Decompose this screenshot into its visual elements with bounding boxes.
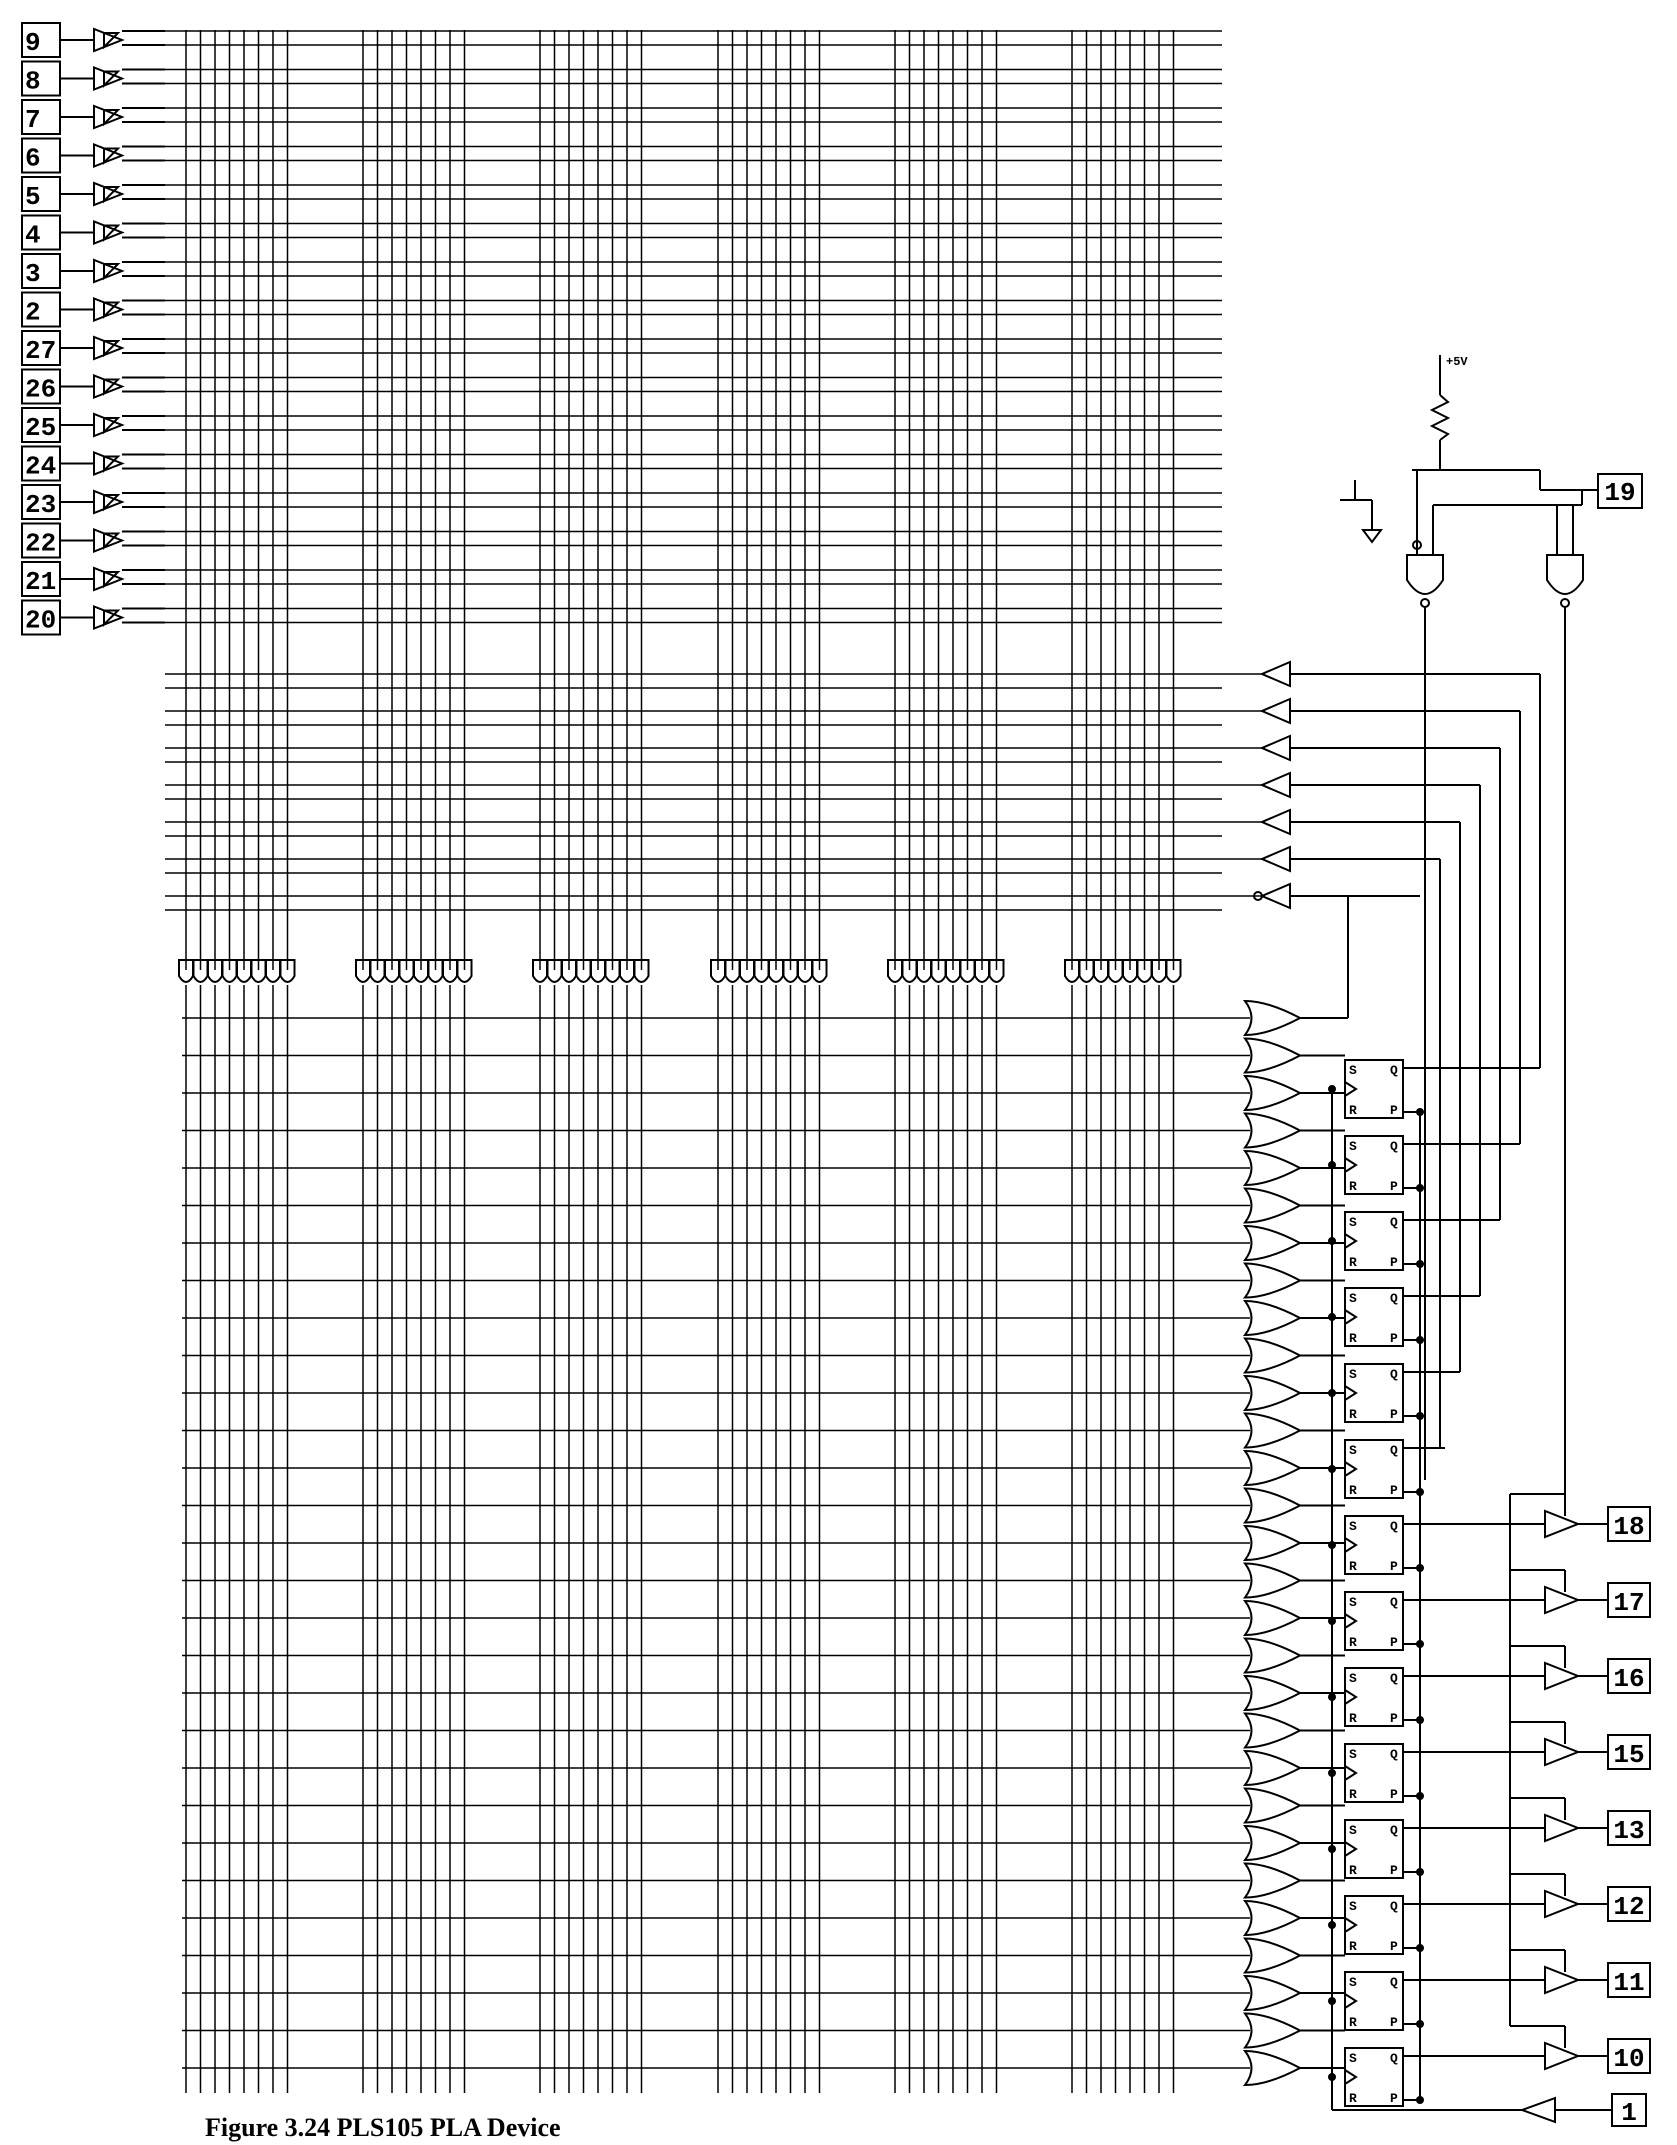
input-pin-label: 25 [25, 413, 57, 443]
flipflop-set-label: S [1349, 1215, 1357, 1230]
flipflop-q-label: Q [1390, 1899, 1398, 1914]
flipflop-set-label: S [1349, 1595, 1357, 1610]
or-gate [1245, 1489, 1300, 1523]
flipflop-reset-label: R [1349, 1635, 1357, 1650]
or-gate [1245, 1564, 1300, 1598]
flipflop-reset-label: R [1349, 1407, 1357, 1422]
product-term-gates [178, 960, 1182, 982]
pullup-resistor [1432, 395, 1448, 440]
flipflop-clock-mark [1345, 1234, 1356, 1248]
flipflop-set-label: S [1349, 1747, 1357, 1762]
or-gate [1245, 1976, 1300, 2010]
flipflop-preset-label: P [1390, 1483, 1398, 1498]
output-buffer [1545, 1663, 1578, 1689]
flipflop-q-label: Q [1390, 1139, 1398, 1154]
flipflop-set-label: S [1349, 1671, 1357, 1686]
flipflop-q-label: Q [1390, 2051, 1398, 2066]
clock-input [1332, 2093, 1646, 2128]
flipflop-q-label: Q [1390, 1291, 1398, 1306]
or-gate [1245, 1001, 1300, 1035]
flipflop-preset-label: P [1390, 1635, 1398, 1650]
flipflop-preset-label: P [1390, 1863, 1398, 1878]
flipflop-clock-mark [1345, 1538, 1356, 1552]
input-pin-label: 5 [25, 182, 41, 212]
input-pin-label: 3 [25, 259, 41, 289]
flipflop-q-label: Q [1390, 1975, 1398, 1990]
flipflop-clock-mark [1345, 1766, 1356, 1780]
or-gate [1245, 1414, 1300, 1448]
flipflop-set-label: S [1349, 1063, 1357, 1078]
flipflop-column [1329, 674, 1540, 2106]
flipflop-preset-label: P [1390, 2015, 1398, 2030]
flipflop-clock-mark [1345, 1690, 1356, 1704]
flipflop-reset-label: R [1349, 1331, 1357, 1346]
flipflop-reset-label: R [1349, 1103, 1357, 1118]
flipflop-reset-label: R [1349, 1863, 1357, 1878]
feedback-buffer [1262, 847, 1290, 871]
flipflop-set-label: S [1349, 1443, 1357, 1458]
flipflop-reset-label: R [1349, 1255, 1357, 1270]
flipflop-q-label: Q [1390, 1671, 1398, 1686]
output-buffer [1545, 2043, 1578, 2069]
output-pin-label: 13 [1613, 1816, 1645, 1846]
flipflop-preset-label: P [1390, 1407, 1398, 1422]
flipflop-set-label: S [1349, 2051, 1357, 2066]
flipflop-reset-label: R [1349, 1787, 1357, 1802]
enable-nand-gate [1407, 555, 1443, 594]
flipflop-reset-label: R [1349, 1559, 1357, 1574]
flipflop-clock-mark [1345, 1158, 1356, 1172]
or-gate [1245, 2051, 1300, 2085]
input-pin-label: 2 [25, 297, 41, 328]
or-gate [1245, 1264, 1300, 1298]
flipflop-set-label: S [1349, 1823, 1357, 1838]
feedback-buffer [1262, 662, 1290, 686]
output-pin-label: 12 [1613, 1892, 1645, 1922]
input-pin-label: 26 [25, 374, 57, 405]
output-pin-label: 10 [1613, 2044, 1645, 2074]
flipflop-preset-label: P [1390, 1559, 1398, 1574]
flipflop-clock-mark [1345, 1994, 1356, 2008]
input-pin-label: 20 [25, 605, 57, 636]
or-gate [1245, 1226, 1300, 1260]
input-pin-label: 21 [25, 567, 57, 597]
figure-caption: Figure 3.24 PLS105 PLA Device [205, 2113, 561, 2142]
flipflop-q-label: Q [1390, 1215, 1398, 1230]
input-pin-label: 8 [25, 66, 41, 97]
or-gate [1245, 1939, 1300, 1973]
or-gate [1245, 1751, 1300, 1785]
clock-pin-label: 1 [1621, 2098, 1637, 2128]
enable-circuit [1340, 355, 1642, 1494]
flipflop-preset-label: P [1390, 1331, 1398, 1346]
flipflop-reset-label: R [1349, 1179, 1357, 1194]
or-gate [1245, 1901, 1300, 1935]
output-buffer [1545, 1511, 1578, 1537]
input-pin-label: 22 [25, 528, 57, 559]
flipflop-set-label: S [1349, 1367, 1357, 1382]
flipflop-preset-label: P [1390, 1103, 1398, 1118]
output-buffer [1545, 1587, 1578, 1613]
programmable-array-grid [140, 30, 1265, 2093]
flipflop-preset-label: P [1390, 1939, 1398, 1954]
or-gate [1245, 1864, 1300, 1898]
output-buffer [1545, 1891, 1578, 1917]
input-pin-label: 9 [25, 28, 41, 58]
flipflop-clock-mark [1345, 1842, 1356, 1856]
flipflop-reset-label: R [1349, 1711, 1357, 1726]
or-gate [1245, 1339, 1300, 1373]
input-pin-label: 4 [25, 220, 41, 251]
output-pin-label: 18 [1613, 1512, 1645, 1542]
flipflop-clock-mark [1345, 1310, 1356, 1324]
flipflop-q-label: Q [1390, 1595, 1398, 1610]
flipflop-clock-mark [1345, 1918, 1356, 1932]
flipflop-reset-label: R [1349, 1483, 1357, 1498]
or-gate [1245, 1376, 1300, 1410]
inverter-bubble [1421, 599, 1429, 607]
flipflop-set-label: S [1349, 1899, 1357, 1914]
or-gate [1245, 1151, 1300, 1185]
flipflop-preset-label: P [1390, 2091, 1398, 2106]
flipflop-clock-mark [1345, 1462, 1356, 1476]
flipflop-reset-label: R [1349, 2091, 1357, 2106]
flipflop-preset-label: P [1390, 1179, 1398, 1194]
flipflop-preset-label: P [1390, 1787, 1398, 1802]
feedback-buffer [1262, 736, 1290, 760]
output-pin-label: 17 [1613, 1588, 1645, 1618]
input-pin-label: 23 [25, 490, 57, 520]
enable-pin-label: 19 [1604, 478, 1636, 508]
or-gate [1245, 1676, 1300, 1710]
flipflop-reset-label: R [1349, 2015, 1357, 2030]
or-gate [1245, 1189, 1300, 1223]
flipflop-clock-mark [1345, 1386, 1356, 1400]
feedback-buffers [1254, 662, 1540, 908]
or-gate [1245, 1826, 1300, 1860]
flipflop-clock-mark [1345, 2070, 1356, 2084]
inverter-bubble [1561, 599, 1569, 607]
flipflop-q-label: Q [1390, 1519, 1398, 1534]
output-buffer [1545, 1739, 1578, 1765]
enable-nand-gate [1547, 555, 1583, 594]
or-gate [1245, 1601, 1300, 1635]
flipflop-set-label: S [1349, 1519, 1357, 1534]
flipflop-clock-mark [1345, 1082, 1356, 1096]
output-buffers [1403, 1494, 1650, 2074]
supply-label: +5V [1446, 355, 1468, 369]
or-gate [1245, 1114, 1300, 1148]
or-gate [1245, 1076, 1300, 1110]
flipflop-q-label: Q [1390, 1443, 1398, 1458]
input-pin-label: 24 [25, 451, 57, 482]
flipflop-q-label: Q [1390, 1367, 1398, 1382]
flipflop-clock-mark [1345, 1614, 1356, 1628]
or-gate [1245, 1451, 1300, 1485]
flipflop-q-label: Q [1390, 1823, 1398, 1838]
output-buffer [1545, 1815, 1578, 1841]
output-pin-label: 16 [1613, 1664, 1645, 1694]
output-buffer [1545, 1967, 1578, 1993]
input-pin-label: 6 [25, 143, 41, 174]
output-pin-label: 11 [1613, 1968, 1645, 1998]
flipflop-set-label: S [1349, 1975, 1357, 1990]
ground-symbol [1363, 530, 1381, 542]
feedback-buffer [1262, 884, 1290, 908]
or-gate [1245, 1714, 1300, 1748]
flipflop-set-label: S [1349, 1139, 1357, 1154]
input-pin-label: 27 [25, 336, 57, 366]
flipflop-reset-label: R [1349, 1939, 1357, 1954]
flipflop-q-label: Q [1390, 1747, 1398, 1762]
input-pin-label: 7 [25, 105, 41, 135]
flipflop-q-label: Q [1390, 1063, 1398, 1078]
feedback-buffer [1262, 810, 1290, 834]
or-gate [1245, 1639, 1300, 1673]
flipflop-preset-label: P [1390, 1711, 1398, 1726]
or-gate [1245, 2014, 1300, 2048]
output-pin-label: 15 [1613, 1740, 1645, 1770]
clock-buffer [1522, 2098, 1555, 2122]
flipflop-set-label: S [1349, 1291, 1357, 1306]
or-gate [1245, 1526, 1300, 1560]
feedback-buffer [1262, 699, 1290, 723]
or-gate [1245, 1301, 1300, 1335]
flipflop-preset-label: P [1390, 1255, 1398, 1270]
or-gate [1245, 1039, 1300, 1073]
feedback-buffer [1262, 773, 1290, 797]
input-pin-column [22, 23, 165, 636]
or-gate [1245, 1789, 1300, 1823]
